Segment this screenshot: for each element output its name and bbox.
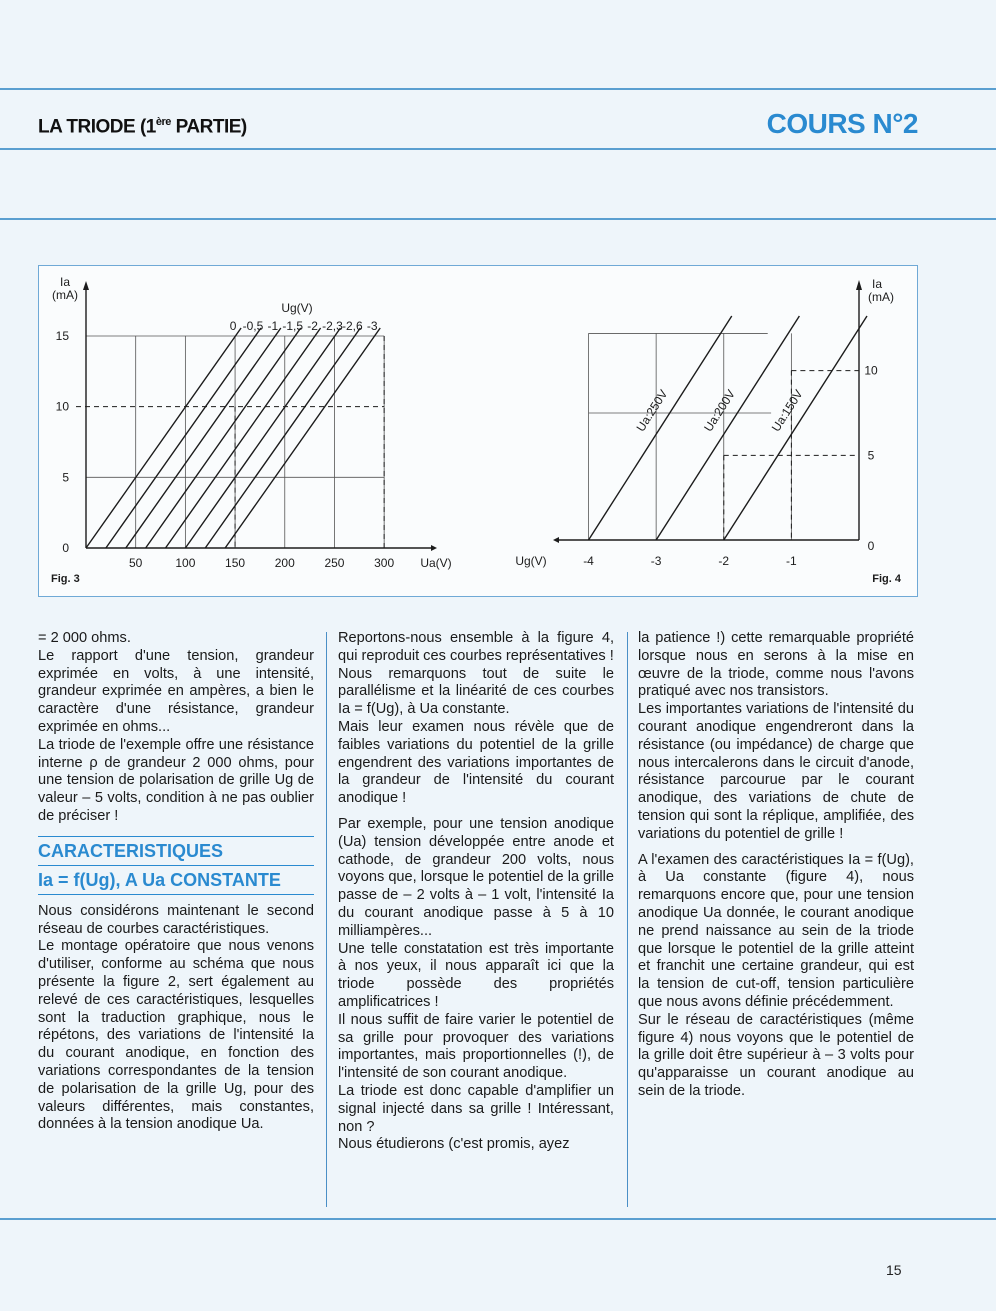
series-label: Ua:200V <box>701 387 739 435</box>
series-line <box>225 328 380 548</box>
x-axis-label: Ua(V) <box>420 556 452 570</box>
series-label: -3 <box>366 319 378 333</box>
figure-caption: Fig. 3 <box>51 573 80 585</box>
y-axis-label: Ia <box>59 275 71 289</box>
y-tick-label: 5 <box>867 448 875 463</box>
series-line <box>126 328 281 548</box>
figure-caption: Fig. 4 <box>872 573 901 585</box>
column-divider <box>627 632 628 1207</box>
paragraph: La triode est donc capable d'amplifier un signal injecté dans sa grille ! Intéressant, non ? <box>338 1082 614 1135</box>
x-axis-arrow <box>553 537 559 543</box>
paragraph: Reportons-nous ensemble à la figure 4, qui reproduit ces courbes représentatives ! <box>338 630 614 664</box>
paragraph: A l'examen des caractéristiques Ia = f(Ug), à Ua constante (figure 4), nous remarquons encore que, pour une tension anodique Ua donnée, le courant anodique ne prend naissance au sein de la triode que lorsque le potentiel de la grille atteint et franchit une certaine grandeur, qui est la tension de cut-off, tension particulière que nous avons définie précédemment. <box>638 851 914 1010</box>
text-column-2 <box>338 630 614 1154</box>
x-tick-label: 100 <box>175 556 196 570</box>
y-tick-label: 0 <box>62 541 69 555</box>
course-number: COURS N°2 <box>766 108 918 139</box>
x-tick-label: 150 <box>225 556 246 570</box>
series-label: -2,6 <box>341 319 363 333</box>
paragraph: Nous étudierons (c'est promis, ayez <box>338 1136 570 1153</box>
series-label: -1,5 <box>282 319 304 333</box>
column-divider <box>326 632 327 1207</box>
x-tick-label: -1 <box>786 554 797 568</box>
series-line <box>146 328 301 548</box>
y-tick-label: 15 <box>55 329 69 343</box>
y-tick-label: 0 <box>867 539 875 553</box>
series-label: -1 <box>267 319 279 333</box>
paragraph: Il nous suffit de faire varier le potentiel de sa grille pour provoquer des variations importantes, mais proportionnelles (!), de l'intensité de son courant anodique. <box>338 1011 614 1082</box>
paragraph: Nous remarquons tout de suite le parallélisme et la linéarité de ces courbes Ia = f(Ug), à Ua constante. <box>338 665 614 718</box>
paragraph: Les importantes variations de l'intensité du courant anodique engendreront dans la résistance (ou impédance) de charge que nous intercalerons dans le circuit d'anode, résistance parcourue par le courant anodique, des variations de chute de tension qui sont la réplique, amplifiée, des variations du potentiel de grille ! <box>638 701 914 842</box>
paragraph: Le rapport d'une tension, grandeur exprimée en volts, à une intensité, grandeur exprimée en ampères, a bien le caractère d'une résistance, grandeur exprimée en ohms... <box>38 647 314 735</box>
y-tick-label: 10 <box>55 399 69 414</box>
y-tick-label: 10 <box>864 363 878 378</box>
series-line <box>86 328 241 548</box>
series-line <box>205 328 360 548</box>
y-tick-label: 5 <box>62 470 69 485</box>
y-axis-arrow <box>83 281 89 290</box>
article-title: LA TRIODE (1ère PARTIE) <box>38 116 247 138</box>
series-label: -2,3 <box>322 319 343 333</box>
series-line <box>724 316 867 540</box>
series-title: Ug(V) <box>281 301 313 315</box>
paragraph: Mais leur examen nous révèle que de faibles variations du potentiel de la grille engendrent des variations importantes de la grandeur de l'intensité du courant anodique ! <box>338 718 614 807</box>
series-label: Ua:250V <box>633 387 671 435</box>
series-label: 0 <box>229 319 237 333</box>
figures-svg <box>39 266 917 596</box>
x-axis-label: Ug(V) <box>515 554 547 568</box>
header-top-rule <box>0 88 996 90</box>
series-line <box>166 328 321 548</box>
y-axis-unit: (mA) <box>868 290 894 304</box>
series-label: -0,5 <box>242 319 264 333</box>
y-axis-unit: (mA) <box>52 288 78 302</box>
section-subheading: Ia = f(Ug), A Ua CONSTANTE <box>38 866 314 895</box>
x-tick-label: 50 <box>129 556 143 570</box>
paragraph: la patience !) cette remarquable propriété lorsque nous en serons à la mise en œuvre de la triode, comme nous l'avons pratiqué avec nos transistors. <box>638 630 914 700</box>
x-tick-label: 200 <box>274 556 295 570</box>
x-tick-label: 300 <box>374 556 395 570</box>
paragraph: Nous considérons maintenant le second réseau de courbes caractéristiques. <box>38 902 314 937</box>
figure-panel <box>38 265 918 597</box>
fig3-chart <box>51 275 452 585</box>
series-label: Ua:150V <box>768 387 806 435</box>
series-label: -2 <box>307 319 318 333</box>
x-tick-label: 250 <box>324 556 345 570</box>
series-line <box>185 328 340 548</box>
paragraph: La triode de l'exemple offre une résistance interne ρ de grandeur 2 000 ohms, pour une tension de polarisation de grille Ug de valeur – 5 volts, condition à ne pas oublier de préciser ! <box>38 736 314 824</box>
header-bottom-rule <box>0 148 996 150</box>
series-line <box>106 328 261 548</box>
fig4-chart <box>515 277 902 585</box>
x-tick-label: -3 <box>650 554 662 568</box>
x-axis-arrow <box>431 545 437 551</box>
text-column-1 <box>38 630 314 1134</box>
paragraph: Le montage opératoire que nous venons d'utiliser, conforme au schéma que nous présente la figure 2, sert également au relevé de ces caractéristiques, lesquelles sont la traduction graphique, nous le répétons, des variations de l'intensité Ia du courant anodique, en fonction des variations correspondantes de la tension de polarisation de la grille Ug, pour des valeurs différentes, mais constantes, données à la tension anodique Ua. <box>38 938 314 1133</box>
figure-top-rule <box>0 218 996 220</box>
x-tick-label: -2 <box>718 554 730 568</box>
paragraph: = 2 000 ohms. <box>38 630 131 646</box>
x-tick-label: -4 <box>583 554 594 568</box>
footer-rule <box>0 1218 996 1220</box>
section-heading: CARACTERISTIQUES <box>38 836 314 866</box>
y-axis-label: Ia <box>871 277 883 291</box>
paragraph: Une telle constatation est très importante à nos yeux, il nous apparaît ici que la triode possède des propriétés amplificatrices ! <box>338 940 614 1010</box>
text-column-3 <box>638 630 914 1101</box>
paragraph: Sur le réseau de caractéristiques (même figure 4) nous voyons que le potentiel de la grille doit être supérieur à – 3 volts pour qu'apparaisse un courant anodique au sein de la triode. <box>638 1011 914 1099</box>
paragraph: Par exemple, pour une tension anodique (Ua) tension développée entre anode et cathode, de grandeur 200 volts, nous voyons que, lorsque le potentiel de la grille passe de – 2 volts à – 1 volt, l'intensité Ia du courant anodique passe à 5 à 10 milliampères... <box>338 815 614 939</box>
page-number: 15 <box>886 1262 902 1278</box>
y-axis-arrow <box>856 280 862 290</box>
